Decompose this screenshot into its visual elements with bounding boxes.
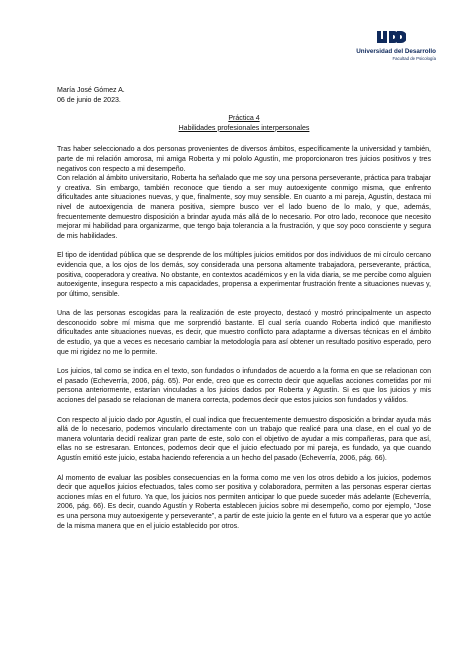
author-name: María José Gómez A.	[57, 87, 125, 94]
document-date: 06 de junio de 2023.	[57, 96, 121, 104]
paragraph: Con respecto al juicio dado por Agustín, el cual indica que frecuentemente demuestro disposición a brindar ayuda más allá de lo necesario, podemos vincularlo directamente con un trabajo que realicé para una clase, en el cual yo de manera voluntaria decidí realizar gran parte de este, solo con el objetivo de ayudar a mis compañeras, para que así, ellas no se estresaran. Entonces, podemos decir que el juicio efectuado por mi pareja, es fundado, ya que cuando Agustín emitió este juicio, estaba haciendo referencia a un hecho del pasado (Echeverría, 2006, pág. 66).	[57, 416, 431, 462]
paragraph: Una de las personas escogidas para la realización de este proyecto, destacó y mostró principalmente un aspecto desconocido sobre mí misma que me sorprendió bastante. El cual sería cuando Roberta indicó que manifiesto dificultades ante situaciones nuevas, es decir, que muestro conflicto para adaptarme a diversas técnicas en el ámbito de estudio, ya que a veces es necesario cambiar la metodología para así obtener un resultado positivo esperado, pero que mi rigidez no me lo permite.	[57, 310, 431, 356]
document-subtitle: Habilidades profesionales interpersonales	[178, 124, 310, 132]
paragraph: Al momento de evaluar las posibles consecuencias en la forma como me ven los otros debido a los juicios, podemos decir que aquellos juicios efectuados, tales como ser positiva y colaboradora, permiten a las personas esperar ciertas acciones mías en el futuro. Ya que, los juicios nos permiten anticipar lo que puede suceder más adelante (Echeverría, 2006, pág. 66). Es decir, cuando Agustín y Roberta establecen juicios sobre mi desempeño, como por ejemplo, “Jose es una persona muy autoexigente y perseverante”, a partir de este juicio la gente en el futuro va a esperar que yo actúe de la misma manera que en el juicio establecido por otros.	[57, 474, 431, 530]
paragraph: El tipo de identidad pública que se desprende de los múltiples juicios emitidos por dos individuos de mi círculo cercano evidencia que, a los ojos de los demás, soy considerada una persona altamente trabajadora, perseverante, práctica, positiva, cooperadora y creativa. No obstante, en contextos académicos y en la vida diaria, se me percibe como alguien autoexigente, insegura respecto a mis capacidades, propensa a experimentar frustración frente a situaciones nuevas y, por último, sensible.	[57, 252, 431, 298]
university-logo	[356, 30, 436, 61]
faculty-name: Facultad de Psicología	[392, 56, 436, 61]
paragraph: Tras haber seleccionado a dos personas provenientes de diversos ámbitos, específicamente la universidad y también, parte de mi relación amorosa, mi amiga Roberta y mi pololo Agustín, me proporcionaron tres juicios positivos y tres negativos con respecto a mi desempeño.	[57, 146, 431, 173]
university-name: Universidad del Desarrollo	[356, 48, 436, 55]
udd-logo-mark-icon	[376, 30, 406, 46]
document-body	[57, 86, 431, 541]
paragraph: Con relación al ámbito universitario, Roberta ha señalado que me soy una persona perseverante, práctica para trabajar y creativa. Sin embargo, también reconoce que tiendo a ser muy autoexigente conmigo misma, que enfrento dificultades ante situaciones nuevas, y que, finalmente, soy muy sensible. En cuanto a mi pareja, Agustín, destaca mi nivel de autoexigencia de manera positiva, siempre busco ver el lado bueno de lo malo, y que, además, frecuentemente demuestro disposición a brindar ayuda más allá de lo necesario. Por otro lado, reconoce que necesito mejorar mi habilidad para organizarme, que tengo baja tolerancia a la frustración, y que soy poco consciente y segura de mis habilidades.	[57, 175, 431, 240]
document-title: Práctica 4	[228, 115, 260, 123]
paragraph: Los juicios, tal como se indica en el texto, son fundados o infundados de acuerdo a la forma en que se relacionan con el pasado (Echeverría, 2006, pág. 65). Por ende, creo que es correcto decir que aquellas acciones cometidas por mi persona anteriormente, estarían vinculadas a los juicios dados por Roberta y Agustín. Si es que los juicios y mis acciones del pasado se relacionan de manera correcta, podemos decir que estos juicios son fundados y válidos.	[57, 368, 431, 405]
